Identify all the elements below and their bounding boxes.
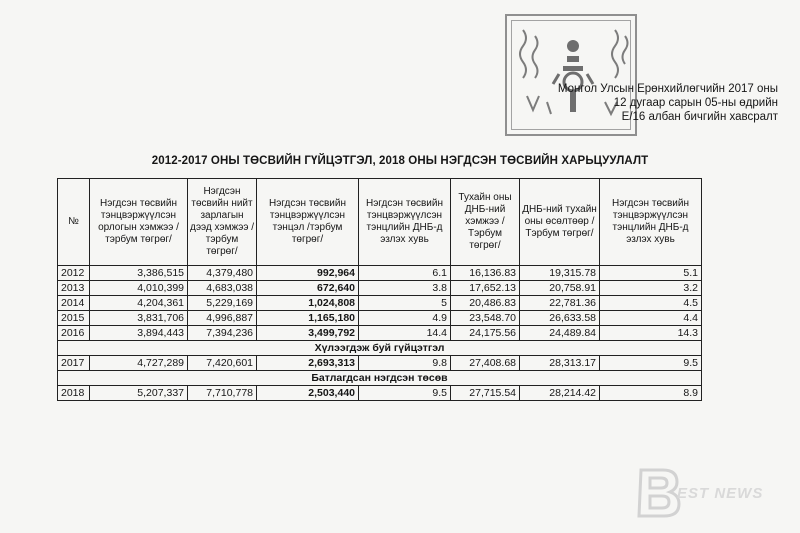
- table-cell: 2013: [58, 281, 90, 296]
- section-heading-expected: Хүлээгдэж буй гүйцэтгэл: [58, 341, 702, 356]
- table-cell: 5,207,337: [90, 386, 188, 401]
- table-cell: 4,204,361: [90, 296, 188, 311]
- note-line-1: Монгол Улсын Ерөнхийлөгчийн 2017 оны: [557, 83, 778, 95]
- table-cell: 19,315.78: [520, 266, 600, 281]
- table-row: [58, 296, 702, 311]
- table-cell: 4,010,399: [90, 281, 188, 296]
- budget-comparison-table: [57, 178, 702, 401]
- best-news-watermark: [633, 466, 764, 523]
- table-cell: 4,727,289: [90, 356, 188, 371]
- table-cell: 2017: [58, 356, 90, 371]
- document-title: 2012-2017 ОНЫ ТӨСВИЙН ГҮЙЦЭТГЭЛ, 2018 ОНЫ НЭГДСЭН ТӨСВИЙН ХАРЬЦУУЛАЛТ: [151, 155, 649, 167]
- table-cell: 27,408.68: [451, 356, 520, 371]
- table-cell: 3.2: [600, 281, 702, 296]
- table-cell: 3,894,443: [90, 326, 188, 341]
- table-cell: 4,683,038: [188, 281, 257, 296]
- table-cell: 3.8: [359, 281, 451, 296]
- col-header: Тухайн оны ДНБ-ний хэмжээ /Тэрбум төгрөг/: [451, 179, 520, 266]
- table-cell: 5: [359, 296, 451, 311]
- col-header: Нэгдсэн төсвийн тэнцвэржүүлсэн тэнцлийн ДНБ-д эзлэх хувь: [600, 179, 702, 266]
- table-row: [58, 266, 702, 281]
- table-cell: 7,420,601: [188, 356, 257, 371]
- table-cell: 6.1: [359, 266, 451, 281]
- table-cell: 4,996,887: [188, 311, 257, 326]
- note-line-3: Е/16 албан бичгийн хавсралт: [621, 111, 778, 123]
- table-row: [58, 281, 702, 296]
- table-row: [58, 356, 702, 371]
- table-cell: 5,229,169: [188, 296, 257, 311]
- table-cell: 16,136.83: [451, 266, 520, 281]
- table-cell: 8.9: [600, 386, 702, 401]
- table-cell: 7,394,236: [188, 326, 257, 341]
- table-cell: 2014: [58, 296, 90, 311]
- table-cell: 9.5: [359, 386, 451, 401]
- table-cell: 14.3: [600, 326, 702, 341]
- table-cell: 20,486.83: [451, 296, 520, 311]
- table-cell: 2018: [58, 386, 90, 401]
- table-cell: 4.5: [600, 296, 702, 311]
- col-header: Нэгдсэн төсвийн тэнцвэржүүлсэн тэнцлийн ДНБ-д эзлэх хувь: [359, 179, 451, 266]
- table-cell: 28,214.42: [520, 386, 600, 401]
- table-cell: 2016: [58, 326, 90, 341]
- table-cell: 24,175.56: [451, 326, 520, 341]
- table-cell: 20,758.91: [520, 281, 600, 296]
- table-cell: 992,964: [257, 266, 359, 281]
- appendix-note: [520, 82, 778, 124]
- table-cell: 26,633.58: [520, 311, 600, 326]
- table-cell: 9.5: [600, 356, 702, 371]
- table-cell: 14.4: [359, 326, 451, 341]
- col-header: Нэгдсэн төсвийн нийт зарлагын дээд хэмжээ /тэрбум төгрөг/: [188, 179, 257, 266]
- table-cell: 2,693,313: [257, 356, 359, 371]
- table-cell: 3,386,515: [90, 266, 188, 281]
- table-cell: 3,499,792: [257, 326, 359, 341]
- table-cell: 2012: [58, 266, 90, 281]
- table-cell: 17,652.13: [451, 281, 520, 296]
- section-row: [58, 371, 702, 386]
- table-row: [58, 386, 702, 401]
- table-cell: 9.8: [359, 356, 451, 371]
- table-row: [58, 326, 702, 341]
- note-line-2: 12 дугаар сарын 05-ны өдрийн: [613, 97, 778, 109]
- table-row: [58, 311, 702, 326]
- col-header: Нэгдсэн төсвийн тэнцвэржүүлсэн тэнцэл /тэрбум төгрөг/: [257, 179, 359, 266]
- table-cell: 22,781.36: [520, 296, 600, 311]
- col-header: №: [58, 179, 90, 266]
- col-header: Нэгдсэн төсвийн тэнцвэржүүлсэн орлогын хэмжээ /тэрбум төгрөг/: [90, 179, 188, 266]
- table-cell: 1,024,808: [257, 296, 359, 311]
- table-cell: 4.4: [600, 311, 702, 326]
- section-row: [58, 341, 702, 356]
- table-cell: 7,710,778: [188, 386, 257, 401]
- watermark-text: EST NEWS: [677, 485, 764, 502]
- table-cell: 1,165,180: [257, 311, 359, 326]
- table-cell: 28,313.17: [520, 356, 600, 371]
- table-cell: 4.9: [359, 311, 451, 326]
- section-heading-approved: Батлагдсан нэгдсэн төсөв: [58, 371, 702, 386]
- table-cell: 23,548.70: [451, 311, 520, 326]
- table-cell: 2015: [58, 311, 90, 326]
- table-cell: 2,503,440: [257, 386, 359, 401]
- best-news-logo-icon: [633, 466, 683, 518]
- table-cell: 24,489.84: [520, 326, 600, 341]
- table-cell: 5.1: [600, 266, 702, 281]
- table-cell: 4,379,480: [188, 266, 257, 281]
- table-cell: 27,715.54: [451, 386, 520, 401]
- table-cell: 3,831,706: [90, 311, 188, 326]
- table-cell: 672,640: [257, 281, 359, 296]
- col-header: ДНБ-ний тухайн оны өсөлтөөр /Тэрбум төгрөг/: [520, 179, 600, 266]
- table-header-row: [58, 179, 702, 266]
